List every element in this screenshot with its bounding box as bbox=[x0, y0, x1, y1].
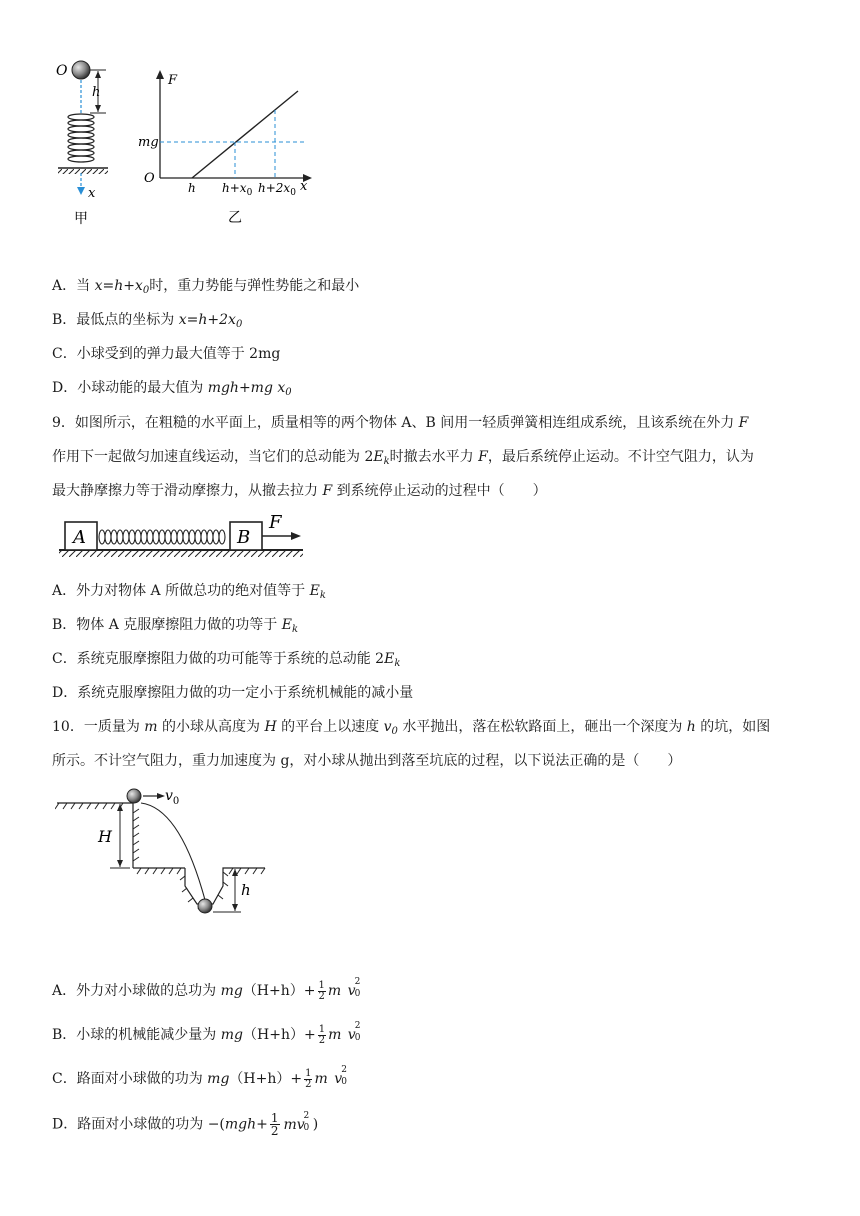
tick-h-x0: $h+x_0$ bbox=[222, 181, 253, 198]
q9-stem-line1: 9．如图所示，在粗糙的水平面上，质量相等的两个物体 A、B 间用一轻质弹簧相连组成系统，且该系统在外力 F bbox=[52, 415, 749, 431]
q10-stem-line1: 10．一质量为 m 的小球从高度为 H 的平台上以速度 $v_0$ 水平抛出，落在松软路面上，砸出一个深度为 h 的坑，如图 bbox=[52, 719, 771, 737]
label-mg: mg bbox=[138, 135, 159, 150]
q8-option-d: D．小球动能的最大值为 mgh+mg $x_0$ bbox=[52, 380, 292, 398]
q9-option-d: D．系统克服摩擦阻力做的功一定小于系统机械能的减小量 bbox=[52, 685, 414, 701]
label-H: H bbox=[98, 827, 112, 846]
tick-h: h bbox=[188, 181, 196, 195]
spring-horizontal-icon bbox=[99, 530, 225, 544]
q8-option-a: A．当 $x=h+x_0$时，重力势能与弹性势能之和最小 bbox=[52, 278, 360, 296]
q10-stem-line2: 所示。不计空气阻力，重力加速度为 g，对小球从抛出到落至坑底的过程，以下说法正确的是（ ） bbox=[52, 753, 682, 769]
q9-stem-line3: 最大静摩擦力等于滑动摩擦力，从撤去拉力 F 到系统停止运动的过程中（ ） bbox=[52, 483, 547, 499]
figure-cliff bbox=[55, 778, 270, 918]
ball-top-icon bbox=[127, 789, 141, 803]
axis-label-f: F bbox=[168, 73, 178, 88]
force-f-label: F bbox=[269, 512, 282, 533]
ball-bottom-icon bbox=[198, 899, 212, 913]
q9-option-b: B．物体 A 克服摩擦阻力做的功等于 $E_k$ bbox=[52, 617, 299, 635]
axis-origin: O bbox=[144, 171, 155, 186]
ball-icon bbox=[72, 61, 90, 79]
q9-option-c: C．系统克服摩擦阻力做的功可能等于系统的总动能 $2E_k$ bbox=[52, 651, 401, 669]
caption-yi: 乙 bbox=[228, 210, 242, 226]
axis-label-x: x bbox=[300, 179, 308, 194]
q8-option-c: C．小球受到的弹力最大值等于 2mg bbox=[52, 346, 281, 362]
q9-option-a: A．外力对物体 A 所做总功的绝对值等于 $E_k$ bbox=[52, 583, 326, 601]
block-a-label: A bbox=[73, 527, 86, 548]
label-v0: $v_0$ bbox=[165, 788, 180, 807]
label-o: O bbox=[56, 63, 68, 79]
spring-icon bbox=[68, 114, 94, 162]
q10-option-b: B．小球的机械能减少量为 mg（H+h）+ $\frac{1}{2}$ m v 2 0 bbox=[52, 1021, 361, 1046]
figure-graph bbox=[138, 60, 318, 230]
tick-h-2x0: $h+2x_0$ bbox=[258, 181, 296, 198]
q10-option-a: A．外力对小球做的总功为 mg（H+h）+ $\frac{1}{2}$ m v 2 0 bbox=[52, 977, 361, 1002]
label-h: h bbox=[92, 85, 101, 100]
q10-option-d: D．路面对小球做的功为 −(mgh+ $\frac{1}{2}$ mv 2 0 ) bbox=[52, 1110, 319, 1138]
label-x: x bbox=[88, 186, 96, 201]
block-b-label: B bbox=[237, 527, 251, 548]
figure-spring bbox=[50, 55, 130, 230]
q8-option-b: B．最低点的坐标为 $x=h+2x_0$ bbox=[52, 312, 243, 330]
caption-jia: 甲 bbox=[74, 211, 88, 227]
figure-blocks bbox=[55, 508, 310, 563]
force-line bbox=[192, 91, 298, 178]
label-h-pit: h bbox=[241, 881, 251, 899]
q10-option-c: C．路面对小球做的功为 mg（H+h）+ $\frac{1}{2}$ m v 2 0 bbox=[52, 1065, 347, 1090]
q9-stem-line2: 作用下一起做匀加速直线运动，当它们的总动能为 $2E_k$时撤去水平力 F，最后系统停止运动。不计空气阻力，认为 bbox=[52, 449, 754, 467]
